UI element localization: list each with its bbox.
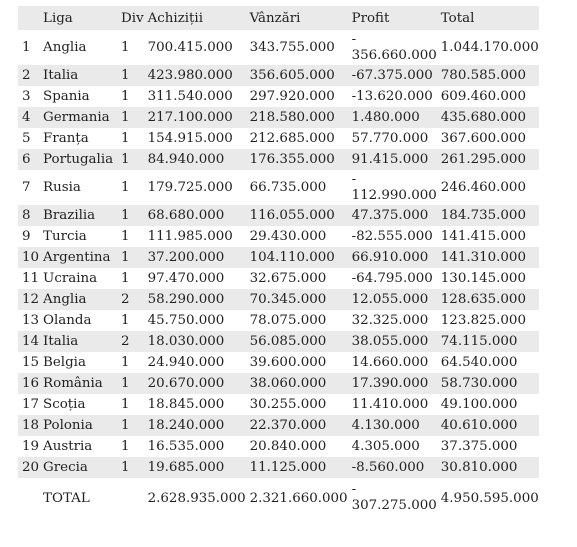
- cell-profit: -82.555.000: [351, 229, 433, 244]
- table-row: [18, 415, 539, 436]
- cell-liga: România: [39, 373, 117, 394]
- cell-profit: 66.910.000: [348, 247, 437, 268]
- cell-rank: 1: [22, 40, 31, 55]
- cell-total: 30.810.000: [437, 457, 539, 478]
- cell-total: 780.585.000: [437, 65, 539, 86]
- cell-total: 261.295.000: [437, 149, 539, 170]
- cell-total: 40.610.000: [437, 415, 539, 436]
- cell-liga: Anglia: [39, 289, 117, 310]
- cell-div: 1: [121, 89, 130, 104]
- totals-profit: [348, 478, 437, 518]
- cell-profit: 17.390.000: [348, 373, 437, 394]
- cell-rank: 20: [18, 457, 39, 478]
- cell-profit: 4.130.000: [348, 415, 437, 436]
- cell-rank: 17: [22, 397, 40, 412]
- cell-total: 184.735.000: [437, 205, 539, 226]
- cell-achizitii: 18.845.000: [147, 397, 225, 412]
- cell-total: 49.100.000: [440, 397, 518, 412]
- cell-achizitii: 58.290.000: [144, 289, 246, 310]
- cell-rank: 9: [22, 229, 31, 244]
- cell-liga: Italia: [39, 331, 117, 352]
- cell-total: 130.145.000: [440, 271, 526, 286]
- cell-liga: Polonia: [39, 415, 117, 436]
- cell-achizitii: 423.980.000: [144, 65, 246, 86]
- cell-rank: 11: [22, 271, 40, 286]
- cell-profit: 38.055.000: [348, 331, 437, 352]
- cell-liga: Italia: [39, 65, 117, 86]
- cell-total: 367.600.000: [440, 131, 526, 146]
- cell-liga: Franța: [43, 131, 89, 146]
- cell-vanzari: 297.920.000: [249, 89, 335, 104]
- cell-vanzari: 116.055.000: [246, 205, 348, 226]
- cell-total: 609.460.000: [440, 89, 526, 104]
- cell-div: 1: [117, 373, 144, 394]
- cell-achizitii: 45.750.000: [147, 313, 225, 328]
- cell-achizitii: 24.940.000: [147, 355, 225, 370]
- cell-profit-value: 356.660.000: [351, 47, 437, 63]
- table-row: [18, 170, 539, 205]
- cell-liga: Anglia: [43, 40, 87, 55]
- header-total: Total: [437, 6, 539, 30]
- header-profit: Profit: [348, 6, 437, 30]
- cell-profit: -64.795.000: [351, 271, 433, 286]
- cell-achizitii: 20.670.000: [144, 373, 246, 394]
- cell-profit: 91.415.000: [348, 149, 437, 170]
- cell-vanzari: 104.110.000: [246, 247, 348, 268]
- cell-profit: 57.770.000: [351, 131, 429, 146]
- table-row: [18, 149, 539, 170]
- totals-label: TOTAL: [43, 490, 90, 506]
- cell-div: 1: [117, 65, 144, 86]
- cell-div: 1: [117, 457, 144, 478]
- cell-profit: -8.560.000: [348, 457, 437, 478]
- cell-div: 1: [121, 180, 130, 195]
- cell-achizitii: 84.940.000: [144, 149, 246, 170]
- cell-vanzari: 176.355.000: [246, 149, 348, 170]
- header-vanzari: Vânzări: [246, 6, 348, 30]
- cell-achizitii: 97.470.000: [147, 271, 225, 286]
- cell-div: 1: [121, 131, 130, 146]
- cell-profit: 14.660.000: [351, 355, 429, 370]
- cell-achizitii: 16.535.000: [147, 439, 225, 454]
- cell-vanzari: 356.605.000: [246, 65, 348, 86]
- table-header-row: [18, 6, 539, 30]
- cell-total: 246.460.000: [440, 180, 526, 195]
- table-row: [18, 107, 539, 128]
- cell-vanzari: 39.600.000: [249, 355, 327, 370]
- cell-vanzari: 11.125.000: [246, 457, 348, 478]
- cell-vanzari: 78.075.000: [249, 313, 327, 328]
- table-row: [18, 205, 539, 226]
- cell-rank: 15: [22, 355, 40, 370]
- cell-achizitii: 111.985.000: [147, 229, 233, 244]
- cell-liga: Scoția: [43, 397, 86, 412]
- cell-rank: 7: [22, 180, 31, 195]
- cell-profit: 47.375.000: [348, 205, 437, 226]
- cell-rank: 18: [18, 415, 39, 436]
- cell-vanzari: 20.840.000: [249, 439, 327, 454]
- cell-div: 2: [117, 289, 144, 310]
- table-row: [18, 247, 539, 268]
- cell-profit: -67.375.000: [348, 65, 437, 86]
- cell-div: 2: [117, 331, 144, 352]
- cell-achizitii: 217.100.000: [144, 107, 246, 128]
- cell-liga: Argentina: [39, 247, 117, 268]
- cell-div: 1: [117, 205, 144, 226]
- cell-total: 1.044.170.000: [440, 40, 539, 55]
- cell-vanzari: 32.675.000: [249, 271, 327, 286]
- cell-liga: Portugalia: [39, 149, 117, 170]
- totals-achizitii: 2.628.935.000: [147, 490, 246, 506]
- table-row: [18, 128, 539, 149]
- cell-vanzari: 29.430.000: [249, 229, 327, 244]
- cell-rank: 13: [22, 313, 40, 328]
- cell-profit-value: 112.990.000: [351, 187, 437, 203]
- cell-profit: [348, 170, 437, 205]
- cell-achizitii: 179.725.000: [147, 180, 233, 195]
- table-row: [18, 436, 539, 457]
- cell-profit-sign: -: [351, 171, 357, 187]
- cell-total: 37.375.000: [440, 439, 518, 454]
- header-rank: [18, 6, 39, 30]
- table-row: [18, 457, 539, 478]
- totals-profit-value: 307.275.000: [351, 498, 437, 513]
- cell-achizitii: 37.200.000: [144, 247, 246, 268]
- totals-row: [18, 478, 539, 518]
- cell-div: 1: [121, 355, 130, 370]
- cell-vanzari: 66.735.000: [249, 180, 327, 195]
- cell-achizitii: 154.915.000: [147, 131, 233, 146]
- cell-div: 1: [117, 415, 144, 436]
- cell-div: 1: [121, 271, 130, 286]
- cell-liga: Brazilia: [39, 205, 117, 226]
- cell-vanzari: 343.755.000: [249, 40, 335, 55]
- totals-div: [117, 478, 144, 518]
- totals-total: 4.950.595.000: [440, 490, 539, 506]
- cell-vanzari: 212.685.000: [249, 131, 335, 146]
- cell-vanzari: 30.255.000: [249, 397, 327, 412]
- cell-liga: Olanda: [43, 313, 92, 328]
- header-liga: Liga: [39, 6, 117, 30]
- table-row: [18, 289, 539, 310]
- cell-rank: 14: [18, 331, 39, 352]
- cell-rank: 16: [18, 373, 39, 394]
- totals-vanzari: 2.321.660.000: [249, 490, 348, 506]
- cell-total: 141.415.000: [440, 229, 526, 244]
- cell-profit-sign: -: [351, 31, 357, 47]
- cell-div: 1: [117, 149, 144, 170]
- cell-profit: [348, 30, 437, 65]
- cell-profit: -13.620.000: [351, 89, 433, 104]
- cell-rank: 8: [18, 205, 39, 226]
- table-row: [18, 373, 539, 394]
- cell-vanzari: 56.085.000: [246, 331, 348, 352]
- cell-div: 1: [117, 247, 144, 268]
- cell-div: 1: [117, 107, 144, 128]
- cell-div: 1: [121, 40, 130, 55]
- cell-profit: 1.480.000: [348, 107, 437, 128]
- cell-total: 128.635.000: [437, 289, 539, 310]
- cell-profit: 12.055.000: [348, 289, 437, 310]
- cell-total: 435.680.000: [437, 107, 539, 128]
- cell-rank: 2: [18, 65, 39, 86]
- cell-rank: 10: [18, 247, 39, 268]
- cell-achizitii: 311.540.000: [147, 89, 233, 104]
- league-transfers-table: [18, 6, 539, 518]
- cell-achizitii: 700.415.000: [147, 40, 233, 55]
- cell-liga: Grecia: [39, 457, 117, 478]
- table-row: [18, 352, 539, 373]
- table-row: [18, 394, 539, 415]
- cell-liga: Rusia: [43, 180, 81, 195]
- cell-liga: Turcia: [43, 229, 87, 244]
- cell-liga: Germania: [39, 107, 117, 128]
- cell-div: 1: [121, 439, 130, 454]
- cell-rank: 19: [22, 439, 40, 454]
- cell-liga: Spania: [43, 89, 90, 104]
- cell-div: 1: [121, 397, 130, 412]
- cell-div: 1: [121, 229, 130, 244]
- cell-rank: 5: [22, 131, 31, 146]
- cell-total: 141.310.000: [437, 247, 539, 268]
- cell-total: 123.825.000: [440, 313, 526, 328]
- cell-rank: 4: [18, 107, 39, 128]
- header-div: Div: [117, 6, 144, 30]
- cell-liga: Belgia: [43, 355, 86, 370]
- cell-profit: 11.410.000: [351, 397, 429, 412]
- cell-achizitii: 19.685.000: [144, 457, 246, 478]
- cell-vanzari: 70.345.000: [246, 289, 348, 310]
- cell-total: 64.540.000: [440, 355, 518, 370]
- table-row: [18, 310, 539, 331]
- cell-achizitii: 18.240.000: [144, 415, 246, 436]
- header-achizitii: Achiziții: [144, 6, 246, 30]
- totals-rank: [18, 478, 39, 518]
- totals-profit-sign: -: [351, 482, 357, 497]
- cell-liga: Ucraina: [43, 271, 98, 286]
- table-row: [18, 86, 539, 107]
- cell-rank: 6: [18, 149, 39, 170]
- cell-total: 58.730.000: [437, 373, 539, 394]
- cell-rank: 3: [22, 89, 31, 104]
- cell-vanzari: 38.060.000: [246, 373, 348, 394]
- cell-rank: 12: [18, 289, 39, 310]
- table-row: [18, 268, 539, 289]
- cell-liga: Austria: [43, 439, 93, 454]
- table-row: [18, 331, 539, 352]
- table-row: [18, 65, 539, 86]
- table-row: [18, 226, 539, 247]
- cell-achizitii: 18.030.000: [144, 331, 246, 352]
- cell-achizitii: 68.680.000: [144, 205, 246, 226]
- cell-vanzari: 218.580.000: [246, 107, 348, 128]
- cell-profit: 4.305.000: [351, 439, 420, 454]
- table-row: [18, 30, 539, 65]
- cell-div: 1: [121, 313, 130, 328]
- cell-vanzari: 22.370.000: [246, 415, 348, 436]
- cell-total: 74.115.000: [437, 331, 539, 352]
- cell-profit: 32.325.000: [351, 313, 429, 328]
